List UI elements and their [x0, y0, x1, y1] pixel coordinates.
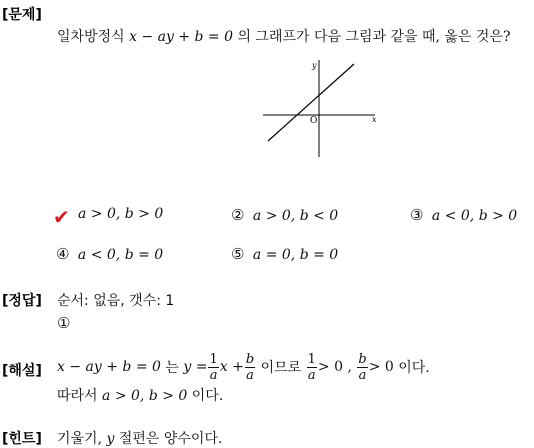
explanation-x-plus: x +: [219, 359, 244, 375]
fraction-b-over-a: $\frac{b}{a}$: [245, 351, 255, 383]
explanation-t2: 이므로: [260, 360, 302, 376]
choice-5[interactable]: [231, 245, 338, 263]
problem-text-before: 일차방정식: [57, 29, 125, 45]
explanation-line2: [57, 385, 223, 405]
origin-label: O: [310, 116, 318, 126]
fraction-1-over-a-2: $\frac{1}{a}$: [307, 351, 316, 383]
choice-2-text: a > 0, b < 0: [252, 208, 339, 224]
answer-line1: 순서: 없음, 갯수: 1: [57, 293, 175, 309]
fraction-1-over-a: $\frac{1}{a}$: [209, 351, 218, 383]
choice-2-number: ②: [231, 206, 245, 224]
explanation-label: [해설]: [2, 363, 42, 379]
hint-label: [힌트]: [2, 431, 42, 447]
answer-label: [정답]: [2, 293, 42, 309]
hint-text: [57, 428, 222, 448]
choice-5-text: a = 0, b = 0: [252, 247, 339, 263]
hint-text-b: 절편은 양수이다.: [118, 431, 223, 447]
choice-3[interactable]: [410, 206, 517, 224]
choice-5-number: ⑤: [231, 245, 245, 263]
explanation-gt0a: > 0 ,: [317, 359, 352, 375]
fraction-b-over-a-2: $\frac{b}{a}$: [358, 351, 367, 383]
explanation-t3: 이다.: [398, 360, 430, 376]
check-mark-icon: ✔: [53, 205, 70, 229]
explanation-t1: 는: [165, 360, 179, 376]
problem-equation: x − ay + b = 0: [129, 29, 233, 45]
y-axis-label: y: [312, 61, 317, 70]
choice-1-text: a > 0, b > 0: [78, 206, 164, 222]
explanation-eq: x − ay + b = 0: [57, 359, 161, 375]
choice-1[interactable]: [78, 206, 163, 222]
choice-4-text: a < 0, b = 0: [77, 247, 164, 263]
explanation-line1: [57, 350, 430, 384]
x-axis-label: x: [372, 115, 377, 124]
explanation-y-eq: y =: [183, 359, 208, 375]
explanation-line2-math: a > 0, b > 0: [102, 388, 188, 404]
choice-3-text: a < 0, b > 0: [431, 208, 518, 224]
problem-text-after: 의 그래프가 다음 그림과 같을 때, 옳은 것은?: [237, 29, 511, 45]
hint-text-a: 기울기,: [57, 431, 103, 447]
choice-3-number: ③: [410, 206, 424, 224]
explanation-line2-b: 이다.: [191, 388, 224, 404]
explanation-gt0b: > 0: [368, 359, 394, 375]
answer-line2: ①: [57, 314, 71, 332]
explanation-line2-a: 따라서: [57, 388, 98, 404]
problem-label: [문제]: [2, 7, 42, 23]
choice-4-number: ④: [56, 245, 70, 263]
graph-line: [268, 64, 354, 141]
choice-2[interactable]: [231, 206, 338, 224]
choice-4[interactable]: [56, 245, 163, 263]
hint-var: y: [106, 431, 115, 447]
